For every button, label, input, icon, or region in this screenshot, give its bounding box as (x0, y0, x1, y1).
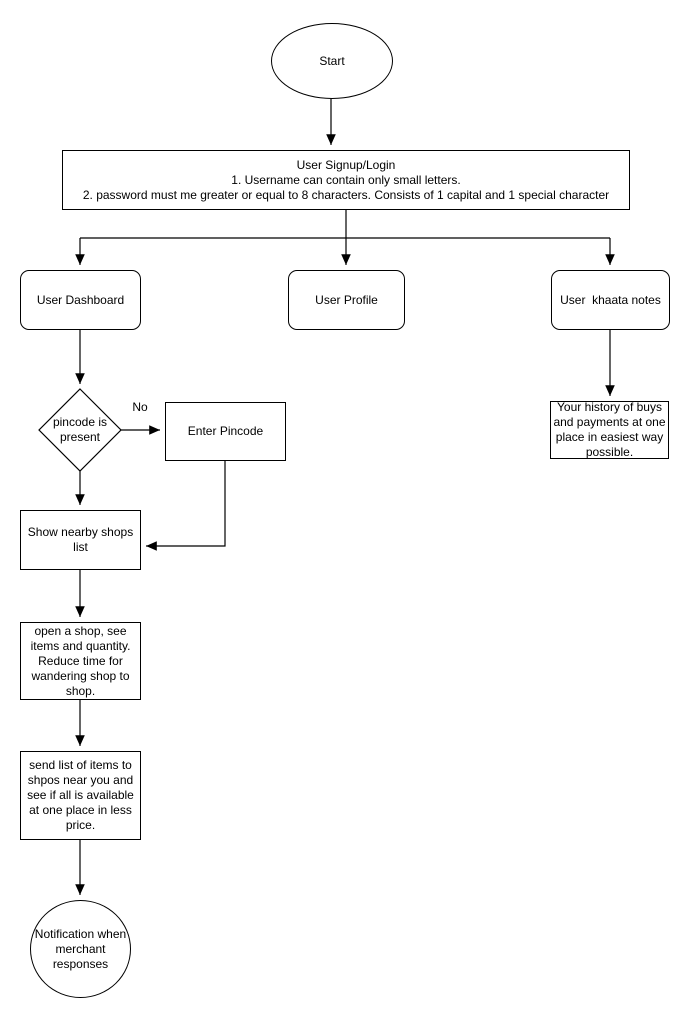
node-enter-pincode-label: Enter Pincode (187, 424, 264, 438)
edge-label-no: No (132, 399, 148, 414)
node-send-list-items (20, 751, 141, 840)
node-notification-label: Notification when merchant responses (34, 926, 130, 971)
node-user-dashboard-label: User Dashboard (36, 292, 125, 307)
signup-title: User Signup/Login (296, 157, 396, 172)
node-user-dashboard (20, 270, 141, 330)
node-show-nearby-shops (20, 510, 141, 570)
node-pincode-decision-label: pincode is present (52, 415, 111, 444)
edge-enterpincode-to-nearby (146, 461, 225, 546)
node-user-profile-label: User Profile (315, 292, 378, 307)
node-start (271, 23, 393, 99)
node-open-shop (20, 622, 141, 700)
node-history-of-buys-label: Your history of buys and payments at one place in easiest way possible. (553, 400, 669, 459)
node-user-profile (288, 270, 405, 330)
node-user-khaata-notes (551, 270, 670, 330)
node-history-of-buys (550, 401, 669, 459)
node-enter-pincode (165, 402, 286, 461)
node-show-nearby-shops-label: Show nearby shops list (27, 525, 137, 554)
node-signup-login (62, 150, 630, 210)
node-open-shop-label: open a shop, see items and quantity. Reduce time for wandering shop to shop. (30, 623, 134, 698)
node-notification (30, 900, 131, 998)
signup-rule-2: 2. password must me greater or equal to 8 characters. Consists of 1 capital and 1 special character (82, 187, 610, 202)
node-user-khaata-notes-label: User khaata notes (560, 292, 661, 307)
node-start-label: Start (319, 53, 345, 68)
node-send-list-items-label: send list of items to shpos near you and see if all is available at one place in less price. (27, 758, 138, 832)
signup-rule-1: 1. Username can contain only small letters. (231, 172, 461, 187)
